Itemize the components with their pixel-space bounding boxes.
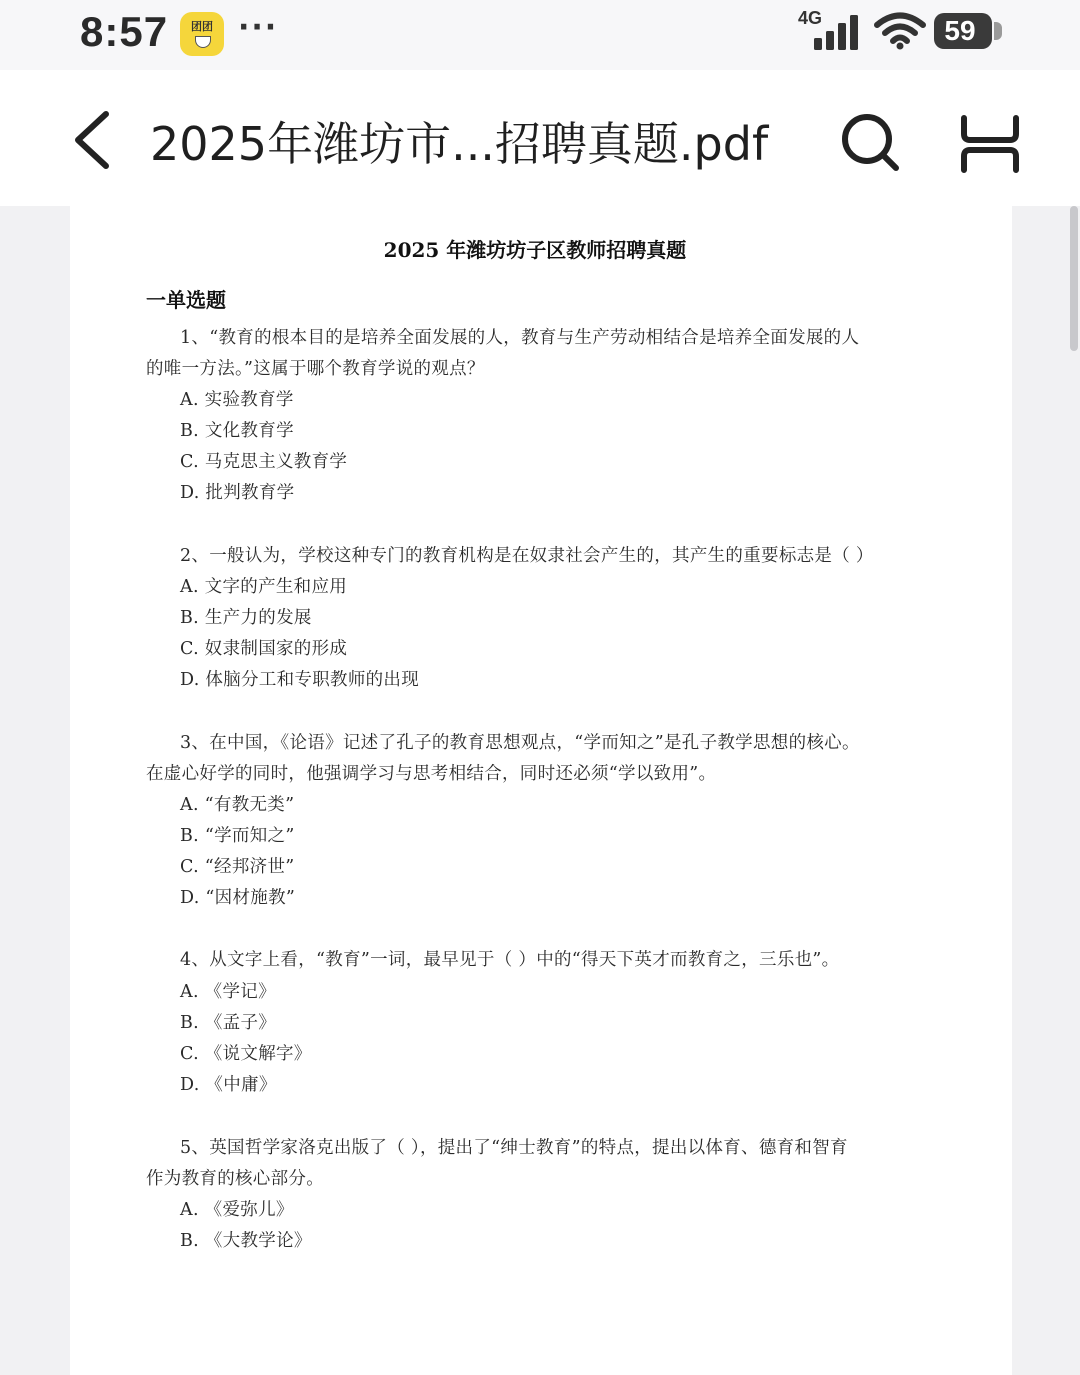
pdf-page[interactable] (70, 206, 1012, 1375)
question-2-option-c: C. 奴隶制国家的形成 (180, 639, 348, 659)
question-1-stem-cont: 的唯一方法。”这属于哪个教育学说的观点？ (146, 359, 485, 379)
status-bar (0, 0, 1080, 70)
back-arrow-icon[interactable] (70, 110, 114, 170)
vertical-scrollbar[interactable] (1070, 206, 1078, 351)
more-notifications-icon: ··· (238, 10, 279, 45)
question-1-option-c: C. 马克思主义教育学 (180, 452, 348, 472)
question-1-option-d: D. 批判教育学 (180, 483, 295, 503)
section-title: 一单选题 (146, 288, 226, 312)
battery-level: 59 (944, 15, 976, 46)
network-type-label: 4G (798, 8, 823, 28)
smile-face-shape (195, 36, 211, 48)
question-2-option-a: A. 文字的产生和应用 (180, 577, 348, 597)
question-1-option-b: B. 文化教育学 (180, 421, 294, 441)
question-5-stem: 5、英国哲学家洛克出版了（ ），提出了“绅士教育”的特点，提出以体育、德育和智育 (180, 1138, 848, 1158)
cellular-signal-icon (812, 14, 862, 50)
wifi-icon (874, 12, 926, 50)
question-1-stem: 1、“教育的根本目的是培养全面发展的人，教育与生产劳动相结合是培养全面发展的人 (180, 328, 860, 348)
question-3-option-c: C. “经邦济世” (180, 857, 295, 877)
question-5-option-b: B. 《大教学论》 (180, 1231, 312, 1251)
question-3-stem-cont: 在虚心好学的同时，他强调学习与思考相结合，同时还必须“学以致用”。 (146, 764, 717, 784)
status-time: 8:57 (80, 8, 169, 55)
question-5-stem-cont: 作为教育的核心部分。 (146, 1169, 324, 1189)
pdf-viewer[interactable] (0, 206, 1080, 1375)
question-4-option-c: C. 《说文解字》 (180, 1044, 312, 1064)
document-heading: 2025 年潍坊坊子区教师招聘真题 (383, 238, 687, 262)
notification-app-icon (180, 12, 224, 56)
search-icon[interactable] (840, 112, 900, 172)
question-4-option-d: D. 《中庸》 (180, 1075, 277, 1095)
question-2-option-d: D. 体脑分工和专职教师的出现 (180, 670, 420, 690)
question-3-stem: 3、在中国，《论语》记述了孔子的教育思想观点，“学而知之”是孔子教学思想的核心。 (180, 733, 860, 753)
question-1-option-a: A. 实验教育学 (180, 390, 294, 410)
question-4-option-a: A. 《学记》 (180, 982, 276, 1002)
notification-app-label: 团团 (191, 20, 213, 33)
question-3-option-b: B. “学而知之” (180, 826, 295, 846)
question-4-stem: 4、从文字上看，“教育”一词，最早见于（ ）中的“得天下英才而教育之，三乐也”。 (180, 950, 840, 970)
fullscreen-icon[interactable] (958, 114, 1022, 174)
document-title: 2025年潍坊市...招聘真题.pdf (150, 117, 769, 171)
question-2-stem: 2、一般认为，学校这种专门的教育机构是在奴隶社会产生的，其产生的重要标志是（ ） (180, 546, 874, 566)
question-2-option-b: B. 生产力的发展 (180, 608, 312, 628)
question-3-option-a: A. “有教无类” (180, 795, 295, 815)
battery-cap-shape (994, 22, 1002, 40)
question-5-option-a: A. 《爱弥儿》 (180, 1200, 294, 1220)
top-app-bar (0, 70, 1080, 206)
question-3-option-d: D. “因材施教” (180, 888, 296, 908)
question-4-option-b: B. 《孟子》 (180, 1013, 277, 1033)
